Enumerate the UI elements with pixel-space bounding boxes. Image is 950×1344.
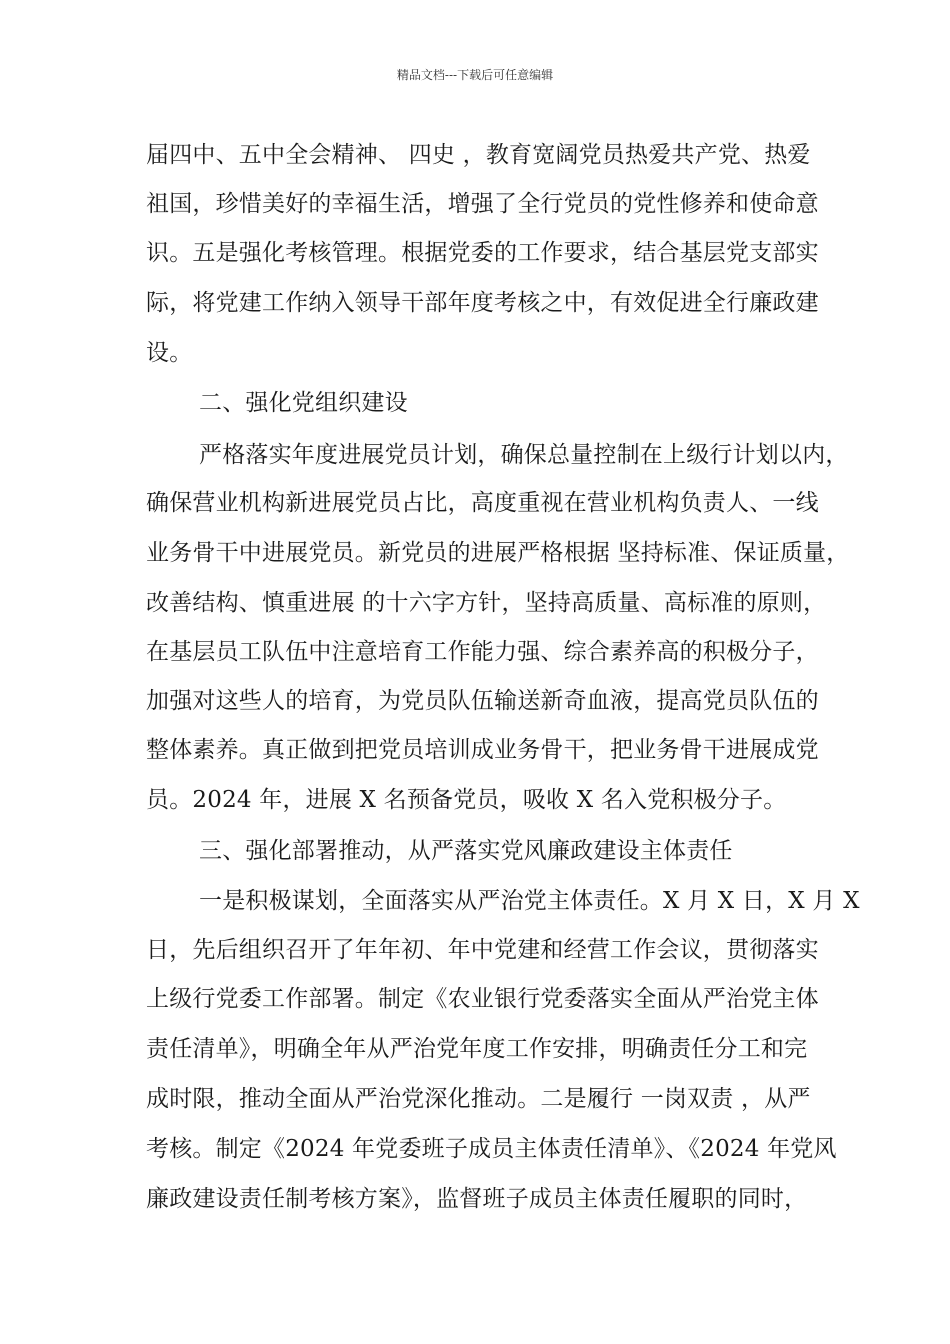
body-line: 祖国，珍惜美好的幸福生活，增强了全行党员的党性修养和使命意 bbox=[146, 191, 819, 217]
section-heading: 二、强化党组织建设 bbox=[199, 390, 408, 416]
body-line: 成时限，推动全面从严治党深化推动。二是履行 一岗双责 ，从严 bbox=[146, 1086, 811, 1112]
body-line: 改善结构、慎重进展 的十六字方针，坚持高质量、高标准的原则， bbox=[146, 590, 827, 616]
body-line: 考核。制定《2024 年党委班子成员主体责任清单》、《2024 年党风 bbox=[146, 1136, 837, 1162]
body-line: 届四中、五中全会精神、 四史 ，教育宽阔党员热爱共产党、热爱 bbox=[146, 142, 811, 168]
body-line: 际，将党建工作纳入领导干部年度考核之中，有效促进全行廉政建 bbox=[146, 290, 819, 316]
body-line: 一是积极谋划，全面落实从严治党主体责任。X 月 X 日，X 月 X bbox=[199, 888, 860, 914]
page-header: 精品文档---下载后可任意编辑 bbox=[396, 68, 554, 82]
body-line: 上级行党委工作部署。制定《农业银行党委落实全面从严治党主体 bbox=[146, 986, 819, 1012]
body-line: 确保营业机构新进展党员占比，高度重视在营业机构负责人、一线 bbox=[146, 490, 819, 516]
section-heading: 三、强化部署推动，从严落实党风廉政建设主体责任 bbox=[199, 838, 733, 864]
body-line: 责任清单》，明确全年从严治党年度工作安排，明确责任分工和完 bbox=[146, 1036, 808, 1062]
body-line: 廉政建设责任制考核方案》，监督班子成员主体责任履职的同时， bbox=[146, 1186, 808, 1212]
body-line: 识。五是强化考核管理。根据党委的工作要求，结合基层党支部实 bbox=[146, 240, 819, 266]
body-line: 整体素养。真正做到把党员培训成业务骨干，把业务骨干进展成党 bbox=[146, 737, 819, 763]
body-line: 严格落实年度进展党员计划，确保总量控制在上级行计划以内， bbox=[199, 442, 849, 468]
body-line: 在基层员工队伍中注意培育工作能力强、综合素养高的积极分子， bbox=[146, 639, 819, 665]
body-line: 加强对这些人的培育，为党员队伍输送新奇血液，提高党员队伍的 bbox=[146, 688, 819, 714]
body-line: 设。 bbox=[146, 340, 193, 366]
body-line: 日，先后组织召开了年年初、年中党建和经营工作会议，贯彻落实 bbox=[146, 937, 819, 963]
body-line: 业务骨干中进展党员。新党员的进展严格根据 坚持标准、保证质量， bbox=[146, 540, 850, 566]
body-line: 员。2024 年，进展 X 名预备党员，吸收 X 名入党积极分子。 bbox=[146, 787, 787, 813]
